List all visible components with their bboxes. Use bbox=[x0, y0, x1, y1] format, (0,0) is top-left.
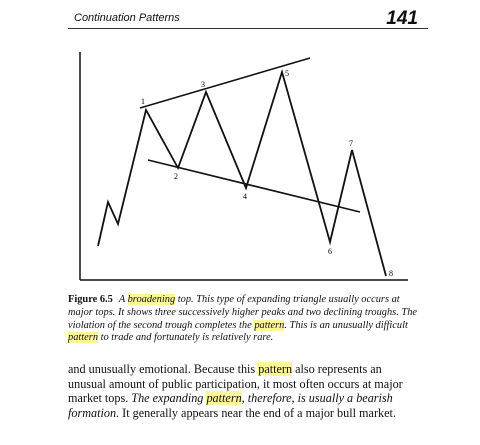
figure-caption bbox=[68, 294, 418, 345]
caption-text-2: top. This type of expanding triangle usually occurs at major tops. It shows three successively higher peaks and two declining troughs. The violation of the second trough completes the bbox=[68, 294, 418, 331]
highlight-pattern: pattern bbox=[68, 332, 99, 344]
point-label-2: 2 bbox=[174, 172, 178, 181]
lower-trendline bbox=[148, 160, 360, 212]
body-text-1: and unusually emotional. Because this bbox=[68, 362, 259, 376]
highlight-pattern: pattern bbox=[206, 391, 242, 406]
figure-broadening-top bbox=[74, 46, 414, 286]
caption-text-4: to trade and fortunately is relatively rare. bbox=[98, 332, 274, 344]
running-head: Continuation Patterns bbox=[74, 12, 180, 24]
point-label-7: 7 bbox=[349, 139, 353, 148]
caption-text-1: A bbox=[118, 294, 128, 305]
point-label-4: 4 bbox=[243, 192, 247, 201]
body-paragraph bbox=[68, 362, 420, 420]
body-italic-1: The expanding bbox=[131, 391, 207, 406]
highlight-pattern: pattern bbox=[254, 319, 285, 331]
figure-label: Figure 6.5 bbox=[68, 294, 113, 305]
point-label-3: 3 bbox=[201, 80, 205, 89]
point-label-5: 5 bbox=[285, 69, 289, 78]
highlight-pattern: pattern bbox=[258, 362, 293, 376]
page-header bbox=[74, 10, 426, 34]
point-label-6: 6 bbox=[328, 247, 332, 256]
caption-text-3: . This is an unusually difficult bbox=[284, 319, 408, 331]
body-italic-2: , therefore, is usually a bearish formation. bbox=[68, 391, 393, 420]
page-number: 141 bbox=[386, 8, 418, 29]
highlight-broadening: broadening bbox=[127, 294, 176, 305]
body-text-2: also represents an unusual amount of public participation, it most often occurs at major market tops. bbox=[68, 362, 403, 406]
header-rule bbox=[68, 28, 428, 29]
body-text-3: It generally appears near the end of a major bull market. bbox=[119, 405, 396, 420]
point-label-8: 8 bbox=[389, 269, 393, 278]
point-label-1: 1 bbox=[141, 97, 145, 106]
